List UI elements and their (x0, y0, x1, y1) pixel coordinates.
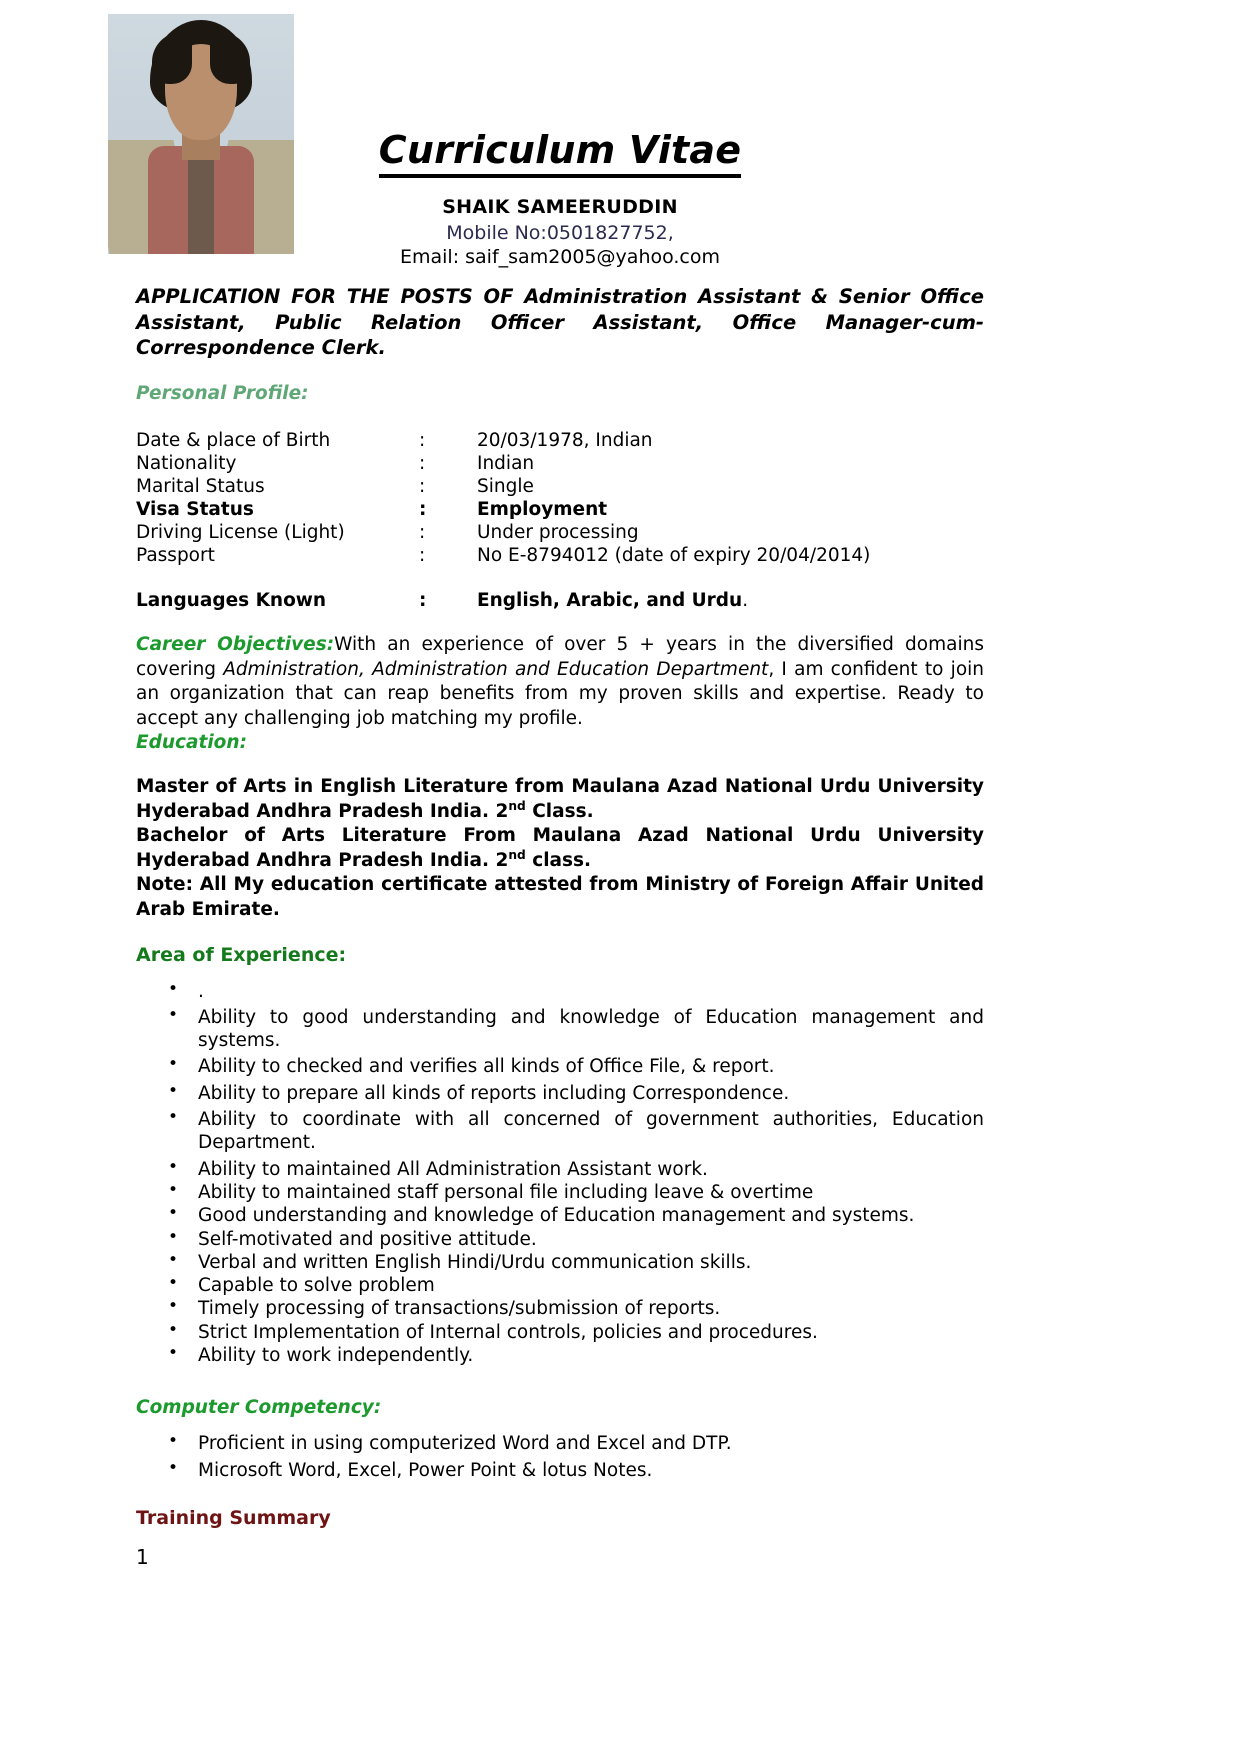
list-item: • Ability to prepare all kinds of reports including Correspondence. (136, 1082, 984, 1105)
computer-competency-list (136, 1432, 984, 1482)
row-colon: : (419, 521, 426, 543)
languages-colon: : (419, 589, 427, 611)
table-row (136, 476, 984, 499)
list-item: • Ability to coordinate with all concerned of government authorities, Education Department. (136, 1108, 984, 1155)
page-number: 1 (136, 1544, 149, 1569)
education-master-text-b: Class. (525, 801, 594, 823)
row-value: Single (477, 476, 534, 498)
mobile-number: Mobile No:0501827752, (446, 222, 674, 244)
list-item: • Ability to maintained staff personal file including leave & overtime (136, 1181, 984, 1204)
row-label: Marital Status (136, 476, 265, 498)
education-bachelor-text-b: class. (525, 850, 592, 872)
list-item: • . (136, 980, 984, 1003)
career-objectives-text-1: With an experience of over 5 + years in the diversified domains covering (136, 633, 984, 680)
table-row (136, 522, 984, 545)
list-item: • Self-motivated and positive attitude. (136, 1228, 984, 1251)
languages-value (477, 590, 748, 611)
photo-hair-front-left (152, 32, 192, 84)
row-colon: : (419, 453, 426, 475)
application-body: Administration Assistant & Senior Office Assistant, Public Relation Officer Assistant, Office Manager-cum-Correspondence Clerk. (136, 285, 984, 360)
list-item: • Verbal and written English Hindi/Urdu communication skills. (136, 1251, 984, 1274)
list-item: • Timely processing of transactions/submission of reports. (136, 1297, 984, 1320)
list-item: • Ability to maintained All Administration Assistant work. (136, 1158, 984, 1181)
photo-hair-front-right (210, 32, 250, 84)
section-heading-personal-profile: Personal Profile: (136, 383, 309, 405)
list-item: • Strict Implementation of Internal controls, policies and procedures. (136, 1321, 984, 1344)
row-value: Under processing (477, 521, 639, 543)
application-prefix: APPLICATION FOR THE POSTS OF (136, 285, 525, 308)
section-heading-career-objectives: Career Objectives: (136, 633, 335, 655)
section-heading-training-summary: Training Summary (136, 1506, 331, 1529)
career-objectives-emphasis: Administration, Administration and Education Department (223, 658, 769, 680)
cv-content (136, 0, 984, 1569)
table-row (136, 499, 984, 522)
list-item: • Ability to good understanding and knowledge of Education management and systems. (136, 1006, 984, 1053)
section-heading-education: Education: (136, 731, 247, 753)
career-objectives-text-2: , I am confident to join an organization that can reap benefits from my proven skills and expertise. Ready to accept any challenging job matching my profile. (136, 658, 985, 730)
applicant-name: SHAIK SAMEERUDDIN (442, 196, 678, 218)
row-label: Passport (136, 544, 215, 566)
table-row (136, 430, 984, 453)
page-title-text: Curriculum Vitae (379, 128, 741, 178)
row-value: Indian (477, 453, 535, 475)
career-objectives-paragraph (136, 633, 984, 732)
page-title (136, 128, 984, 172)
education-line-bachelor (136, 824, 984, 873)
education-bachelor-sup: nd (508, 848, 526, 863)
table-row (136, 545, 984, 568)
table-row (136, 453, 984, 476)
row-colon: : (419, 544, 426, 566)
row-colon: : (419, 430, 426, 452)
row-value: 20/03/1978, Indian (477, 430, 653, 452)
languages-label: Languages Known (136, 589, 327, 611)
list-item: • Microsoft Word, Excel, Power Point & lotus Notes. (136, 1459, 984, 1482)
row-value: Employment (477, 499, 608, 521)
list-item: • Good understanding and knowledge of Education management and systems. (136, 1204, 984, 1227)
education-block (136, 775, 984, 922)
list-item: • Ability to work independently. (136, 1344, 984, 1367)
languages-known-row (136, 590, 984, 611)
languages-value-tail: . (742, 589, 749, 611)
cv-header (136, 0, 984, 278)
row-value: No E-8794012 (date of expiry 20/04/2014) (477, 544, 871, 566)
education-master-text-a: Master of Arts in English Literature from Maulana Azad National Urdu University Hyderabad Andhra Pradesh India. 2 (136, 775, 984, 823)
personal-profile-table (136, 430, 984, 568)
section-heading-computer-competency: Computer Competency: (136, 1397, 382, 1419)
email-address: Email: saif_sam2005@yahoo.com (399, 246, 721, 268)
area-of-experience-list-primary (136, 980, 984, 1155)
education-note: Note: All My education certificate attested from Ministry of Foreign Affair United Arab Emirate. (136, 874, 984, 920)
row-colon: : (419, 499, 427, 521)
section-heading-area-of-experience: Area of Experience: (136, 943, 347, 966)
area-of-experience-list-secondary (136, 1158, 984, 1368)
row-label: Visa Status (136, 499, 254, 521)
list-item: • Capable to solve problem (136, 1274, 984, 1297)
row-label: Nationality (136, 453, 237, 475)
education-bachelor-text-a: Bachelor of Arts Literature From Maulana Azad National Urdu University Hyderabad Andhra Pradesh India. 2 (136, 825, 984, 872)
row-label: Driving License (Light) (136, 521, 345, 543)
languages-value-text: English, Arabic, and Urdu (477, 589, 743, 611)
row-colon: : (419, 476, 426, 498)
application-statement (136, 284, 984, 361)
row-label: Date & place of Birth (136, 430, 331, 452)
list-item: • Ability to checked and verifies all kinds of Office File, & report. (136, 1055, 984, 1078)
list-item: • Proficient in using computerized Word and Excel and DTP. (136, 1432, 984, 1455)
education-master-sup: nd (508, 799, 526, 813)
education-line-master (136, 775, 984, 824)
